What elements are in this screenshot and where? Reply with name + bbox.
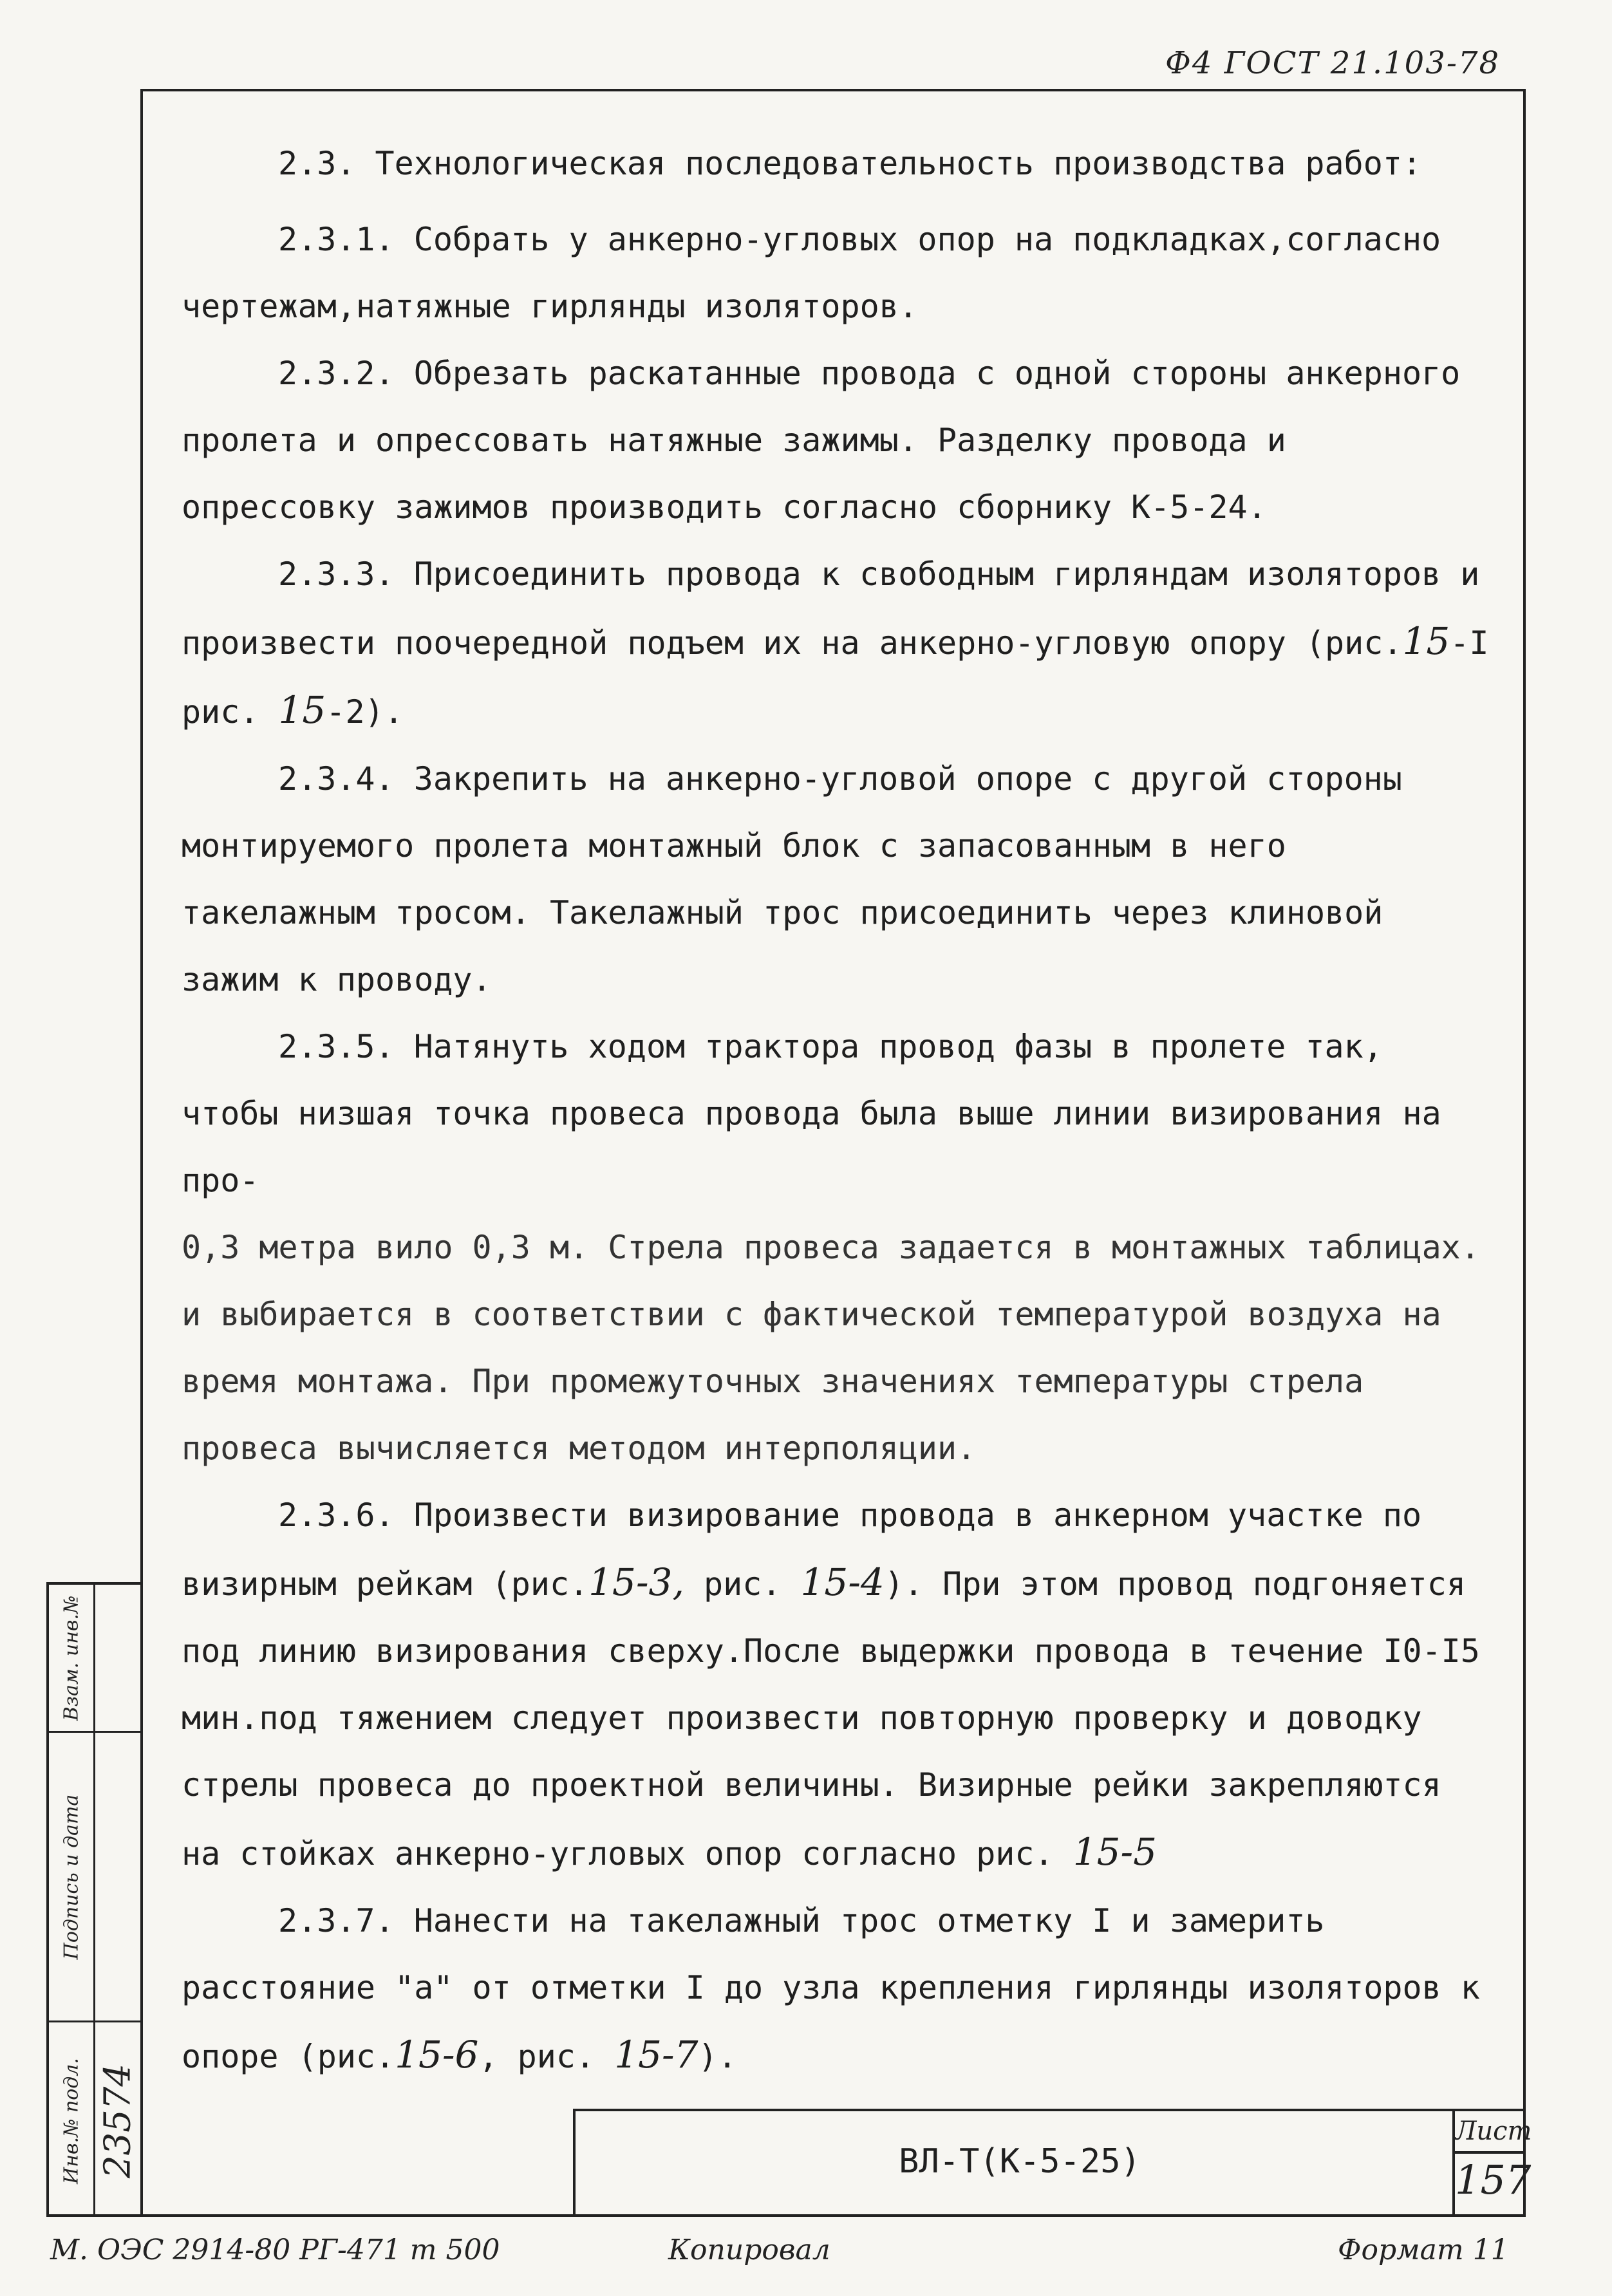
paragraph-2-3-4: 2.3.4. Закрепить на анкерно-угловой опоре с другой стороны монтируемого пролета монтажный блок с запасованным в него такелажным тросом. Такелажный трос присоединить через клиновой зажим к проводу. — [182, 760, 1422, 998]
sign-label: Подпись и дата — [60, 1794, 82, 1959]
text: 2.3.7. Нанести на такелажный трос отметку I и замерить расстояние "а" от отметки I до узла крепления гирлянды изоляторов к опоре (рис. — [182, 1902, 1499, 2075]
sheet-number: 157 — [1455, 2156, 1532, 2203]
section-heading: 2.3. Технологическая последовательность производства работ: — [278, 145, 1422, 182]
text: ). — [698, 2038, 737, 2075]
figure-ref: 15-4 — [800, 1560, 885, 1604]
paragraph-2-3-7 — [182, 1887, 1499, 2090]
text: -2). — [326, 693, 404, 731]
header-form-code: Ф4 ГОСТ 21.103-78 — [1165, 45, 1501, 81]
figure-ref: 15-5 — [1073, 1830, 1157, 1874]
side-stamp-values — [95, 1585, 140, 2214]
footer — [50, 2234, 1531, 2279]
text: 2.3.6. Произвести визирование провода в анкерном участке по визирным рейкам (рис. — [182, 1497, 1441, 1603]
figure-ref: 15-7 — [614, 2033, 698, 2077]
paragraph-2-3-2: 2.3.2. Обрезать раскатанные провода с одной стороны анкерного пролета и опрессовать натяжные зажимы. Разделку провода и опрессовку зажимов производить согласно сборнику К-5-24. — [182, 355, 1480, 526]
text: 2.3.3. Присоединить провода к свободным гирляндам изоляторов и произвести поочередной подъем их на анкерно-угловую опору (рис. — [182, 555, 1499, 662]
side-stamp — [46, 1582, 140, 2217]
paragraph-2-3-3 — [182, 541, 1508, 745]
footer-right: Формат 11 — [1338, 2234, 1509, 2266]
side-cell — [49, 1733, 93, 2022]
text: ). При этом провод подгоняется под линию визирования сверху.После выдержки провода в течение I0-I5 мин.под тяжением следует произвести повторную проверку и доводку стрелы провеса до проектной величины. Визирные рейки закрепляются на стойках анкерно-угловых опор согласно рис. — [182, 1565, 1499, 1872]
side-cell — [95, 1733, 140, 2022]
figure-ref: 15-3, — [588, 1560, 684, 1604]
side-cell — [49, 2022, 93, 2219]
footer-center: Копировал — [668, 2234, 830, 2266]
sheet-box — [1452, 2111, 1532, 2214]
document-code: ВЛ-Т(К-5-25) — [899, 2142, 1141, 2181]
figure-ref: 15 — [1402, 619, 1450, 663]
document-frame — [140, 89, 1532, 2217]
side-cell — [49, 1585, 93, 1733]
paragraph-2-3-5-b: 0,3 метра вило 0,3 м. Стрела провеса задается в монтажных таблицах. и выбирается в соответствии с фактической температурой воздуха на время монтажа. При промежуточных значениях температуры стрела провеса вычисляется методом интерполяции. — [182, 1229, 1499, 1467]
inv-number: 23574 — [97, 2063, 139, 2179]
paragraph-2-3-5-a: 2.3.5. Натянуть ходом трактора провод фазы в пролете так, чтобы низшая точка провеса провода была выше линии визирования на про- — [182, 1028, 1461, 1199]
text: , рис. — [478, 2038, 595, 2075]
paragraph-2-3-6 — [182, 1482, 1499, 1887]
figure-ref: 15 — [278, 688, 326, 732]
side-cell — [95, 2022, 140, 2219]
sheet-label: Лист — [1455, 2111, 1526, 2154]
replace-label: Взам. инв.№ — [60, 1595, 82, 1721]
side-stamp-labels — [49, 1585, 95, 2214]
paragraph-2-3-1: 2.3.1. Собрать у анкерно-угловых опор на подкладках,согласно чертежам,натяжные гирлянды изоляторов. — [182, 221, 1461, 325]
footer-left: М. ОЭС 2914-80 РГ-471 т 500 — [50, 2234, 500, 2266]
side-cell — [95, 1585, 140, 1733]
document-body — [182, 130, 1508, 2090]
title-block — [573, 2109, 1532, 2214]
text: рис. — [684, 1565, 782, 1603]
inv-label: Инв.№ подл. — [60, 2058, 82, 2184]
figure-ref: 15-6 — [395, 2033, 479, 2077]
text: -I рис. — [182, 624, 1508, 731]
